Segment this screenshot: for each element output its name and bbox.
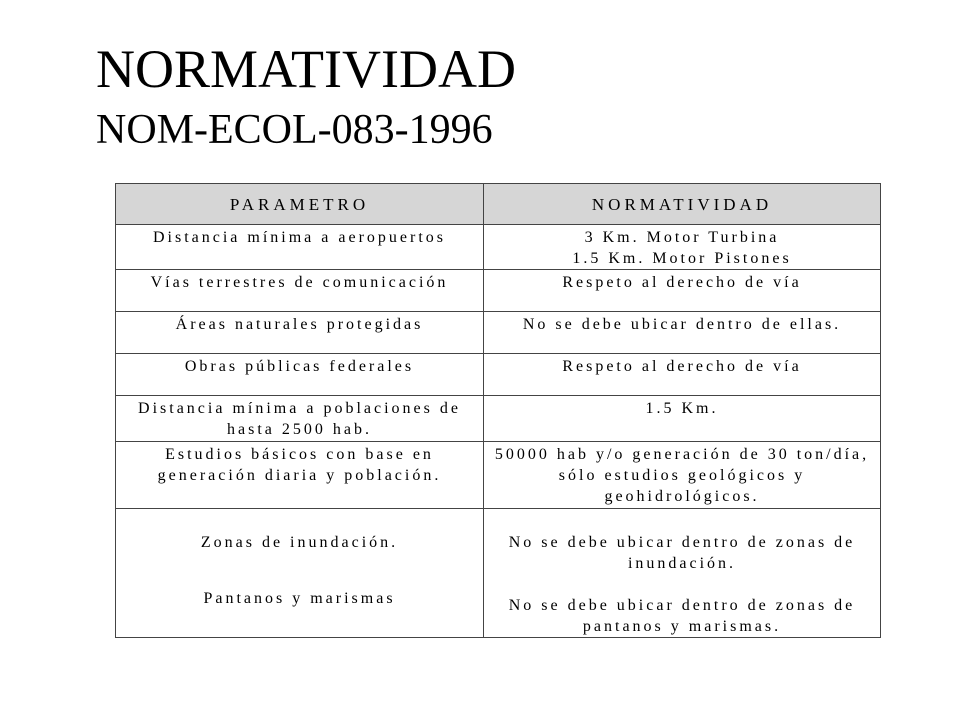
table-row (116, 354, 881, 396)
cell-parametro-pantanos: Pantanos y marismas (203, 590, 396, 607)
cell-spacer (122, 553, 477, 567)
cell-normatividad: Respeto al derecho de vía (484, 354, 881, 396)
cell-normatividad-pantanos: No se debe ubicar dentro de zonas de pantanos y marismas. (508, 597, 856, 635)
cell-parametro: Vías terrestres de comunicación (116, 270, 484, 312)
cell-parametro-zonas: Zonas de inundación. (200, 534, 399, 551)
cell-parametro (116, 509, 484, 638)
table-row (116, 270, 881, 312)
cell-parametro: Estudios básicos con base en generación diaria y población. (116, 442, 484, 509)
table-row (116, 312, 881, 354)
cell-normatividad: Respeto al derecho de vía (484, 270, 881, 312)
cell-normatividad (484, 509, 881, 638)
table-row (116, 396, 881, 442)
cell-normatividad: 1.5 Km. (484, 396, 881, 442)
table-row (116, 442, 881, 509)
cell-normatividad: 3 Km. Motor Turbina 1.5 Km. Motor Pistones (484, 225, 881, 270)
cell-normatividad: 50000 hab y/o generación de 30 ton/día, sólo estudios geológicos y geohidrológicos. (484, 442, 881, 509)
page-title: NORMATIVIDAD (96, 39, 516, 99)
cell-parametro: Distancia mínima a aeropuertos (116, 225, 484, 270)
table-header-row (116, 184, 881, 225)
column-header-parametro: PARAMETRO (116, 184, 484, 225)
column-header-normatividad: NORMATIVIDAD (484, 184, 881, 225)
normatividad-table (115, 183, 881, 638)
table-row (116, 225, 881, 270)
cell-parametro: Distancia mínima a poblaciones de hasta 2500 hab. (116, 396, 484, 442)
cell-normatividad: No se debe ubicar dentro de ellas. (484, 312, 881, 354)
cell-normatividad-zonas: No se debe ubicar dentro de zonas de inundación. (508, 534, 856, 572)
normatividad-table-container (115, 183, 880, 635)
table-row (116, 509, 881, 638)
cell-parametro: Obras públicas federales (116, 354, 484, 396)
page-subtitle: NOM-ECOL-083-1996 (96, 107, 493, 153)
cell-parametro: Áreas naturales protegidas (116, 312, 484, 354)
